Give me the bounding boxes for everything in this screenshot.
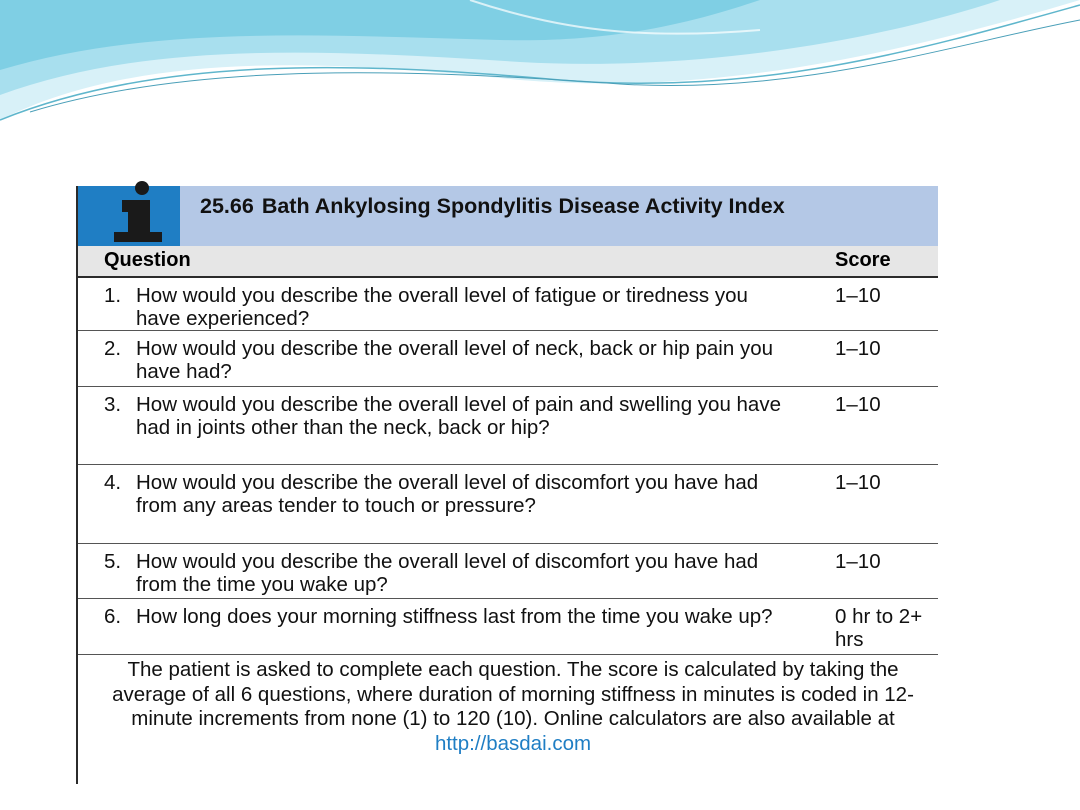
question-number: 1.: [104, 284, 122, 307]
question-number: 4.: [104, 471, 122, 494]
question-score: 1–10: [835, 550, 881, 573]
question-score: 1–10: [835, 284, 881, 307]
question-score: 1–10: [835, 393, 881, 416]
question-score: 1–10: [835, 337, 881, 360]
table-row: [78, 465, 938, 544]
info-icon: [78, 180, 180, 246]
table-footnote: [98, 658, 928, 756]
table-row: [78, 387, 938, 465]
question-score: 0 hr to 2+ hrs: [835, 605, 923, 651]
question-number: 6.: [104, 605, 122, 628]
question-text: How would you describe the overall level of fatigue or tiredness you have experienced?: [136, 284, 748, 330]
basdai-table: [76, 186, 940, 784]
question-text: How would you describe the overall level of discomfort you have had from the time you wake up?: [136, 550, 759, 596]
question-text: How long does your morning stiffness last from the time you wake up?: [136, 605, 773, 628]
table-title-text: Bath Ankylosing Spondylitis Disease Activity Index: [261, 194, 785, 218]
footnote-text: The patient is asked to complete each question. The score is calculated by taking the average of all 6 questions, where duration of morning stiffness in minutes is coded in 12-minute increments from none (1) to 120 (10). Online calculators are also available at: [112, 658, 914, 730]
basdai-link[interactable]: http://basdai.com: [434, 731, 592, 755]
question-text: How would you describe the overall level of pain and swelling you have had in joints other than the neck, back or hip?: [136, 393, 781, 439]
table-row: [78, 544, 938, 599]
info-badge: [78, 186, 180, 246]
question-score: 1–10: [835, 471, 881, 494]
decorative-wave-header: [0, 0, 1080, 130]
table-title-band: [78, 186, 938, 246]
question-number: 2.: [104, 337, 122, 360]
table-title: [200, 195, 920, 218]
table-number: 25.66: [200, 194, 254, 218]
question-text: How would you describe the overall level of discomfort you have had from any areas tender to touch or pressure?: [136, 471, 759, 517]
question-text: How would you describe the overall level of neck, back or hip pain you have had?: [136, 337, 773, 383]
table-row: [78, 331, 938, 387]
question-number: 3.: [104, 393, 122, 416]
table-header-row: [78, 246, 938, 278]
table-row: [78, 599, 938, 655]
column-header-question: Question: [104, 249, 191, 271]
table-row: [78, 278, 938, 331]
question-number: 5.: [104, 550, 122, 573]
column-header-score: Score: [835, 249, 891, 271]
